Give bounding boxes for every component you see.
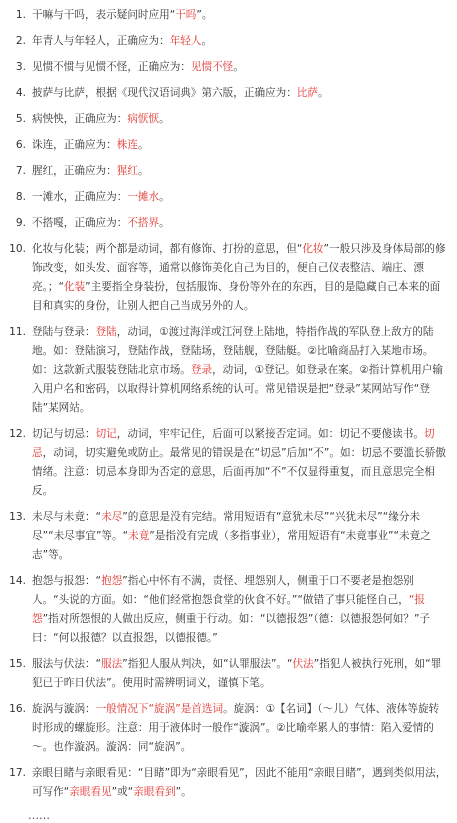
list-item-number: 6. <box>15 139 26 151</box>
highlighted-correct-term: 株连 <box>116 139 138 151</box>
highlighted-correct-term: 比萨 <box>296 87 319 99</box>
text-segment: 。 <box>159 217 170 229</box>
text-segment: 。 <box>159 113 170 125</box>
list-item-text <box>32 162 449 181</box>
highlighted-correct-term: 切忌 <box>32 428 435 459</box>
text-segment: 不搭嘎，正确应为： <box>32 217 128 229</box>
list-item <box>0 425 449 501</box>
text-segment: 腥红，正确应为： <box>32 165 117 177</box>
highlighted-correct-term: 化妆 <box>302 243 324 255</box>
list-item-number: 9. <box>15 217 26 229</box>
highlighted-correct-term: 登录 <box>190 364 213 376</box>
text-segment: 一滩水，正确应为： <box>32 191 128 203</box>
text-segment: 抱怨与报怨：“ <box>32 575 102 587</box>
highlighted-correct-term: 猩红 <box>116 165 138 177</box>
list-item-text <box>32 136 449 155</box>
list-item <box>0 508 449 565</box>
text-segment: ”。 <box>196 9 213 21</box>
list-item-text <box>32 6 449 25</box>
text-segment: ”指对所怨恨的人做出反应，侧重于行动。如：“以德报怨”（德：以德报怨何如？”子曰：“何以报德？以直报怨，以德报德。” <box>32 613 431 644</box>
list-item-number: 5. <box>15 113 26 125</box>
list-item-text <box>32 58 449 77</box>
text-segment: 。 <box>318 87 329 99</box>
text-segment: 。 <box>201 35 213 47</box>
list-item-text <box>32 84 449 103</box>
highlighted-correct-term: 切记 <box>95 428 117 440</box>
text-segment: ”指心中怀有不满，责怪、埋怨别人，侧重于口不要老是抱怨别人。“头说的方面。如：“他们经常抱怨食堂的伙食不好。”“做错了事只能怪自己， <box>32 575 414 606</box>
highlighted-correct-term: 病恹恹 <box>127 113 160 125</box>
list-item-number: 3. <box>15 61 26 73</box>
list-item-text <box>32 572 449 648</box>
list-item <box>0 6 449 25</box>
highlighted-correct-term: 伏法 <box>292 658 314 670</box>
list-item-text <box>32 240 449 316</box>
text-segment: 见惯不惯与见惯不怪，正确应为： <box>32 61 191 73</box>
highlighted-correct-term: 一摊水 <box>127 191 160 203</box>
highlighted-correct-term: 一般情况下“旋涡”是首选词 <box>95 703 224 715</box>
text-segment: ”一般只涉及身体局部的修饰改变，如头发、面容等，通常以修饰美化自己为目的，便自己仪表整洁、端庄、漂亮。；“ <box>32 243 446 293</box>
list-item-number: 16. <box>9 703 26 715</box>
text-segment: 。旋涡：①【名词】（～儿）气体、液体等旋转时形成的螺旋形。注意：用于液体时一般作“漩涡”。②比喻牵累人的事情：陷入爱情的～。也作漩涡。漩涡：同“旋涡”。 <box>32 703 440 753</box>
highlighted-correct-term: 不搭界 <box>127 217 160 229</box>
text-segment: ”。 <box>175 786 192 798</box>
list-item <box>0 84 449 103</box>
list-item <box>0 162 449 181</box>
list-item <box>0 655 449 693</box>
text-segment: 披萨与比萨，根据《现代汉语词典》第六版，正确应为： <box>32 87 297 99</box>
list-item-number: 11. <box>9 326 26 338</box>
text-segment: 切记与切忌： <box>32 428 96 440</box>
list-item <box>0 136 449 155</box>
list-item-text <box>32 188 449 207</box>
list-item <box>0 32 449 51</box>
list-item <box>0 188 449 207</box>
list-item <box>0 323 449 418</box>
list-item-text <box>32 214 449 233</box>
list-item-number: 17. <box>9 767 26 779</box>
text-segment: ”的意思是没有完结。常用短语有“意犹未尽”“兴犹未尽”“缘分未尽”“未尽事宜”等。“ <box>32 511 421 542</box>
text-segment: 服法与伏法：“ <box>32 658 102 670</box>
text-segment: ”指犯人服从判决，如“认罪服法”。“ <box>122 658 293 670</box>
list-item <box>0 240 449 316</box>
highlighted-correct-term: 服法 <box>101 658 123 670</box>
highlighted-correct-term: 亲眼看到 <box>133 786 176 798</box>
list-item-number: 2. <box>15 35 26 47</box>
list-item-text <box>32 764 449 802</box>
list-item-text <box>32 425 449 501</box>
list-item-text <box>32 323 449 418</box>
highlighted-correct-term: 登陆 <box>95 326 117 338</box>
list-item <box>0 700 449 757</box>
highlighted-correct-term: 干吗 <box>175 9 197 21</box>
highlighted-correct-term: 化装 <box>63 281 86 293</box>
highlighted-correct-term: 未竟 <box>128 530 150 542</box>
text-segment: ”指犯人被执行死刑，如“罪犯已于昨日伏法”。使用时需辨明词义，谨慎下笔。 <box>32 658 442 689</box>
text-segment: 病怏怏，正确应为： <box>32 113 128 125</box>
list-item <box>0 110 449 129</box>
text-segment: 。 <box>233 61 244 73</box>
text-segment: 登陆与登录： <box>32 326 96 338</box>
text-segment: 。 <box>159 191 170 203</box>
text-segment: 干嘛与干吗，表示疑问时应用“ <box>32 9 176 21</box>
highlighted-correct-term: 见惯不怪 <box>190 61 234 73</box>
text-segment: ”是指没有完成（多指事业），常用短语有“未竟事业”“未竟之志”等。 <box>32 530 431 561</box>
text-segment: 化妆与化装；两个都是动词，都有修饰、打扮的意思，但“ <box>32 243 303 255</box>
text-segment: ”主要指全身装扮，包括服饰、身份等外在的东西，目的是隐藏自己本来的面目和真实的身份，让别人把自己当成另外的人。 <box>32 281 441 312</box>
text-segment: ”或“ <box>111 786 134 798</box>
list-item-number: 1. <box>15 9 26 21</box>
list-item-text <box>32 655 449 693</box>
list-item <box>0 572 449 648</box>
text-segment: 未尽与未竟：“ <box>32 511 102 523</box>
text-segment: 亲眼目睹与亲眼看见：“目睹”即为“亲眼看见”，因此不能用“亲眼目睹”，遇到类似用法，可写作“ <box>32 767 447 798</box>
highlighted-correct-term: 亲眼看见 <box>69 786 112 798</box>
text-segment: 年青人与年轻人，正确应为： <box>32 35 170 47</box>
continuation-ellipsis: …… <box>28 809 50 822</box>
text-segment: 。 <box>137 165 149 177</box>
list-item-number: 8. <box>15 191 26 203</box>
text-segment: 诛连，正确应为： <box>32 139 117 151</box>
text-segment: 。 <box>137 139 149 151</box>
highlighted-correct-term: 未尽 <box>101 511 123 523</box>
list-item-number: 7. <box>15 165 26 177</box>
highlighted-correct-term: 抱怨 <box>101 575 123 587</box>
text-segment: ，动词，①登记。如登录在案。②指计算机用户输入用户名和密码，以取得计算机网络系统的认可。常见错误是把“登录”某网站写作“登陆”某网站。 <box>32 364 443 414</box>
list-item-text <box>32 508 449 565</box>
list-item <box>0 764 449 802</box>
list-item-number: 15. <box>9 658 26 670</box>
highlighted-correct-term: 年轻人 <box>169 35 202 47</box>
list-item-number: 4. <box>15 87 26 99</box>
list-item-number: 13. <box>9 511 26 523</box>
highlighted-correct-term: “报怨 <box>32 594 425 625</box>
text-segment: ，动词，牢牢记住，后面可以紧接否定词。如：切记不要傻读书。 <box>116 428 424 440</box>
text-segment: 旋涡与漩涡： <box>32 703 96 715</box>
list-item-number: 14. <box>9 575 26 587</box>
list-item-text <box>32 32 449 51</box>
list-item <box>0 58 449 77</box>
list-item-number: 12. <box>9 428 26 440</box>
text-segment: ，动词，①渡过海洋或江河登上陆地，特指作战的军队登上敌方的陆地。如：登陆演习，登陆作战，登陆场，登陆舰，登陆艇。②比喻商品打入某地市场。如：这款新式服装登陆北京市场。 <box>32 326 434 376</box>
text-segment: ，动词，切实避免或防止。最常见的错误是在“切忌”后加“不”。如：切忌不要滥长骄傲情绪。注意：切忌本身即为否定的意思，后面再加“不”不仅显得重复，而且意思完全相反。 <box>32 447 446 497</box>
list-item <box>0 214 449 233</box>
list-item-text <box>32 110 449 129</box>
list-item-text <box>32 700 449 757</box>
list-item-number: 10. <box>9 243 26 255</box>
